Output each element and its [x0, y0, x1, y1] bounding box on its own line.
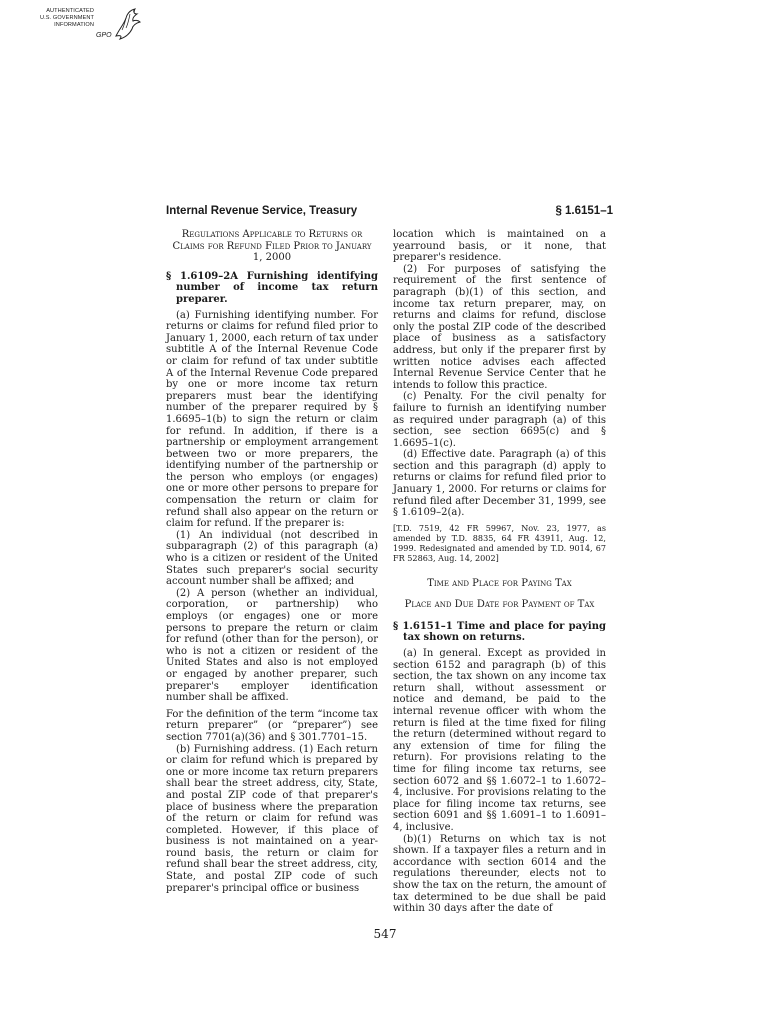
- subpart-heading: Regulations Applicable to Returns or Claims for Refund Filed Prior to January 1, 2000: [172, 229, 372, 264]
- paragraph: For the definition of the term “income tax return preparer” (or “preparer”) see section 7701(a)(36) and § 301.7701–15.: [166, 708, 378, 743]
- paragraph: (b)(1) Returns on which tax is not shown. If a taxpayer files a return and in accordance with section 6014 and the regulations thereunder, elects not to show the tax on the return, the amount of tax determined to be due shall be paid within 30 days after the date of: [393, 833, 606, 915]
- text-column-left: [166, 229, 378, 894]
- paragraph: (c) Penalty. For the civil penalty for failure to furnish an identifying number as required under paragraph (a) of this section, see section 6695(c) and § 1.6695–1(c).: [393, 391, 606, 449]
- eagle-seal-icon: [112, 6, 142, 44]
- section-heading: § 1.6109–2A Furnishing identifying number of income tax return preparer.: [166, 270, 378, 305]
- paragraph: (2) For purposes of satisfying the requirement of the first sentence of paragraph (b)(1) of this section, and income tax return preparer, may, on returns and claims for refund, disclose only the postal ZIP code of the described place of business as a satisfactory address, but only if the preparer first by written notice advises each affected Internal Revenue Service Center that he intends to follow this practice.: [393, 263, 606, 391]
- source-note: [T.D. 7519, 42 FR 59967, Nov. 23, 1977, as amended by T.D. 8835, 64 FR 43911, Aug. 12, 1999. Redesignated and amended by T.D. 9014, 67 FR 52863, Aug. 14, 2002]: [393, 522, 606, 564]
- stamp-line: U.S. GOVERNMENT: [39, 15, 94, 21]
- subpart-subheading: Place and Due Date for Payment of Tax: [404, 599, 595, 611]
- section-heading: § 1.6151–1 Time and place for paying tax shown on returns.: [393, 620, 606, 644]
- paragraph: (a) Furnishing identifying number. For returns or claims for refund filed prior to January 1, 2000, each return of tax under subtitle A of the Internal Revenue Code or claim for refund of tax under subtitle A of the Internal Revenue Code prepared by one or more income tax return preparers must bear the identifying number of the preparer required by § 1.6695–1(b) to sign the return or claim for refund. In addition, if there is a partnership or employment arrangement between two or more preparers, the identifying number of the partnership or the person who employs (or engages) one or more other persons to prepare for compensation the return or claim for refund shall also appear on the return or claim for refund. If the preparer is:: [166, 309, 378, 530]
- paragraph: (d) Effective date. Paragraph (a) of this section and this paragraph (d) apply to returns or claims for refund filed prior to January 1, 2000. For returns or claims for refund filed after December 31, 1999, see § 1.6109–2(a).: [393, 449, 606, 519]
- paragraph: (1) An individual (not described in subparagraph (2) of this paragraph (a) who is a citizen or resident of the United States such preparer's social security account number shall be affixed; and: [166, 529, 378, 588]
- paragraph: (2) A person (whether an individual, corporation, or partnership) who employs (or engages) one or more persons to prepare the return or claim for refund (other than for the person), or who is not a citizen or resident of the United States and also is not employed or engaged by another preparer, such preparer's employer identification number shall be affixed.: [166, 587, 378, 704]
- running-head: [166, 205, 613, 219]
- paragraph: (a) In general. Except as provided in section 6152 and paragraph (b) of this section, the tax shown on any income tax return shall, without assessment or notice and demand, be paid to the internal revenue officer with whom the return is filed at the time fixed for filing the return (determined without regard to any extension of time for filing the return). For provisions relating to the time for filing income tax returns, see section 6072 and §§ 1.6072–1 to 1.6072–4, inclusive. For provisions relating to the place for filing income tax returns, see section 6091 and §§ 1.6091–1 to 1.6091–4, inclusive.: [393, 648, 606, 833]
- page-number: 547: [373, 927, 397, 941]
- stamp-gpo-label: GPO: [96, 32, 112, 39]
- text-column-right: [393, 229, 606, 915]
- stamp-line: AUTHENTICATED: [46, 8, 94, 14]
- gpo-authentication-stamp: [30, 6, 142, 48]
- running-head-title: Internal Revenue Service, Treasury: [166, 205, 358, 217]
- running-head-section: § 1.6151–1: [555, 205, 613, 217]
- paragraph: (b) Furnishing address. (1) Each return or claim for refund which is prepared by one or more income tax return preparers shall bear the street address, city, State, and postal ZIP code of that preparer's place of business where the preparation of the return or claim for refund was completed. However, if this place of business is not maintained on a year-round basis, the return or claim for refund shall bear the street address, city, State, and postal ZIP code of such preparer's principal office or business: [166, 743, 378, 894]
- subpart-heading: Time and Place for Paying Tax: [427, 577, 572, 589]
- stamp-line: INFORMATION: [54, 22, 94, 28]
- paragraph: location which is maintained on a yearround basis, or it none, that preparer's residence.: [393, 229, 606, 264]
